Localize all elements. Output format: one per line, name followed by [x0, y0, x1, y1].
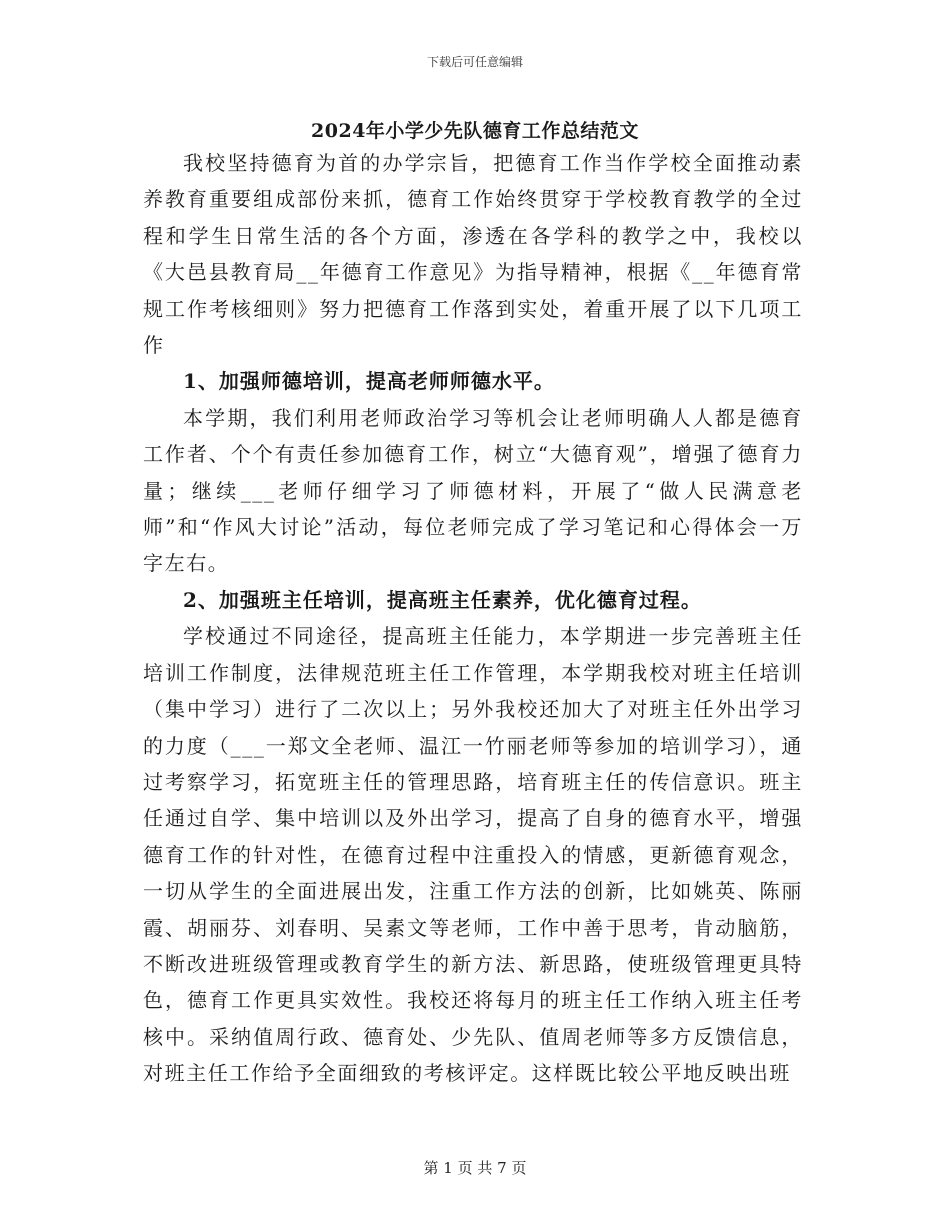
page-footer: 第 1 页 共 7 页	[423, 1159, 527, 1177]
header-note: 下载后可任意编辑	[426, 55, 523, 69]
section-body-2: 学校通过不同途径，提高班主任能力，本学期进一步完善班主任培训工作制度，法律规范班主任工作管理，本学期我校对班主任培训（集中学习）进行了二次以上；另外我校还加大了对班主任外出学习的力度（___一郑文全老师、温江一竹丽老师等参加的培训学习），通过考察学习，拓宽班主任的管理思路，培育班主任的传信意识。班主任通过自学、集中培训以及外出学习，提高了自身的德育水平，增强德育工作的针对性，在德育过程中注重投入的情感，更新德育观念，一切从学生的全面进展出发，注重工作方法的创新，比如姚英、陈丽霞、胡丽芬、刘春明、吴素文等老师，工作中善于思考，肯动脑筋，不断改进班级管理或教育学生的新方法、新思路，使班级管理更具特色，德育工作更具实效性。我校还将每月的班主任工作纳入班主任考核中。采纳值周行政、德育处、少先队、值周老师等多方反馈信息，对班主任工作给予全面细致的考核评定。这样既比较公平地反映出班	[143, 624, 803, 1086]
intro-paragraph: 我校坚持德育为首的办学宗旨，把德育工作当作学校全面推动素养教育重要组成部份来抓，德育工作始终贯穿于学校教育教学的全过程和学生日常生活的各个方面，渗透在各学科的教学之中，我校以《大邑县教育局__年德育工作意见》为指导精神，根据《__年德育常规工作考核细则》努力把德育工作落到实处，着重开展了以下几项工作	[143, 151, 803, 358]
document-title: 2024年小学少先队德育工作总结范文	[311, 120, 639, 142]
document-body	[143, 145, 803, 1092]
section-body-1: 本学期，我们利用老师政治学习等机会让老师明确人人都是德育工作者、个个有责任参加德育工作，树立“大德育观”，增强了德育力量；继续___老师仔细学习了师德材料，开展了“做人民满意老师”和“作风大讨论”活动，每位老师完成了学习笔记和心得体会一万字左右。	[143, 405, 803, 576]
section-heading-2: 2、加强班主任培训，提高班主任素养，优化德育过程。	[183, 587, 702, 612]
section-heading-1: 1、加强师德培训，提高老师师德水平。	[183, 369, 555, 394]
